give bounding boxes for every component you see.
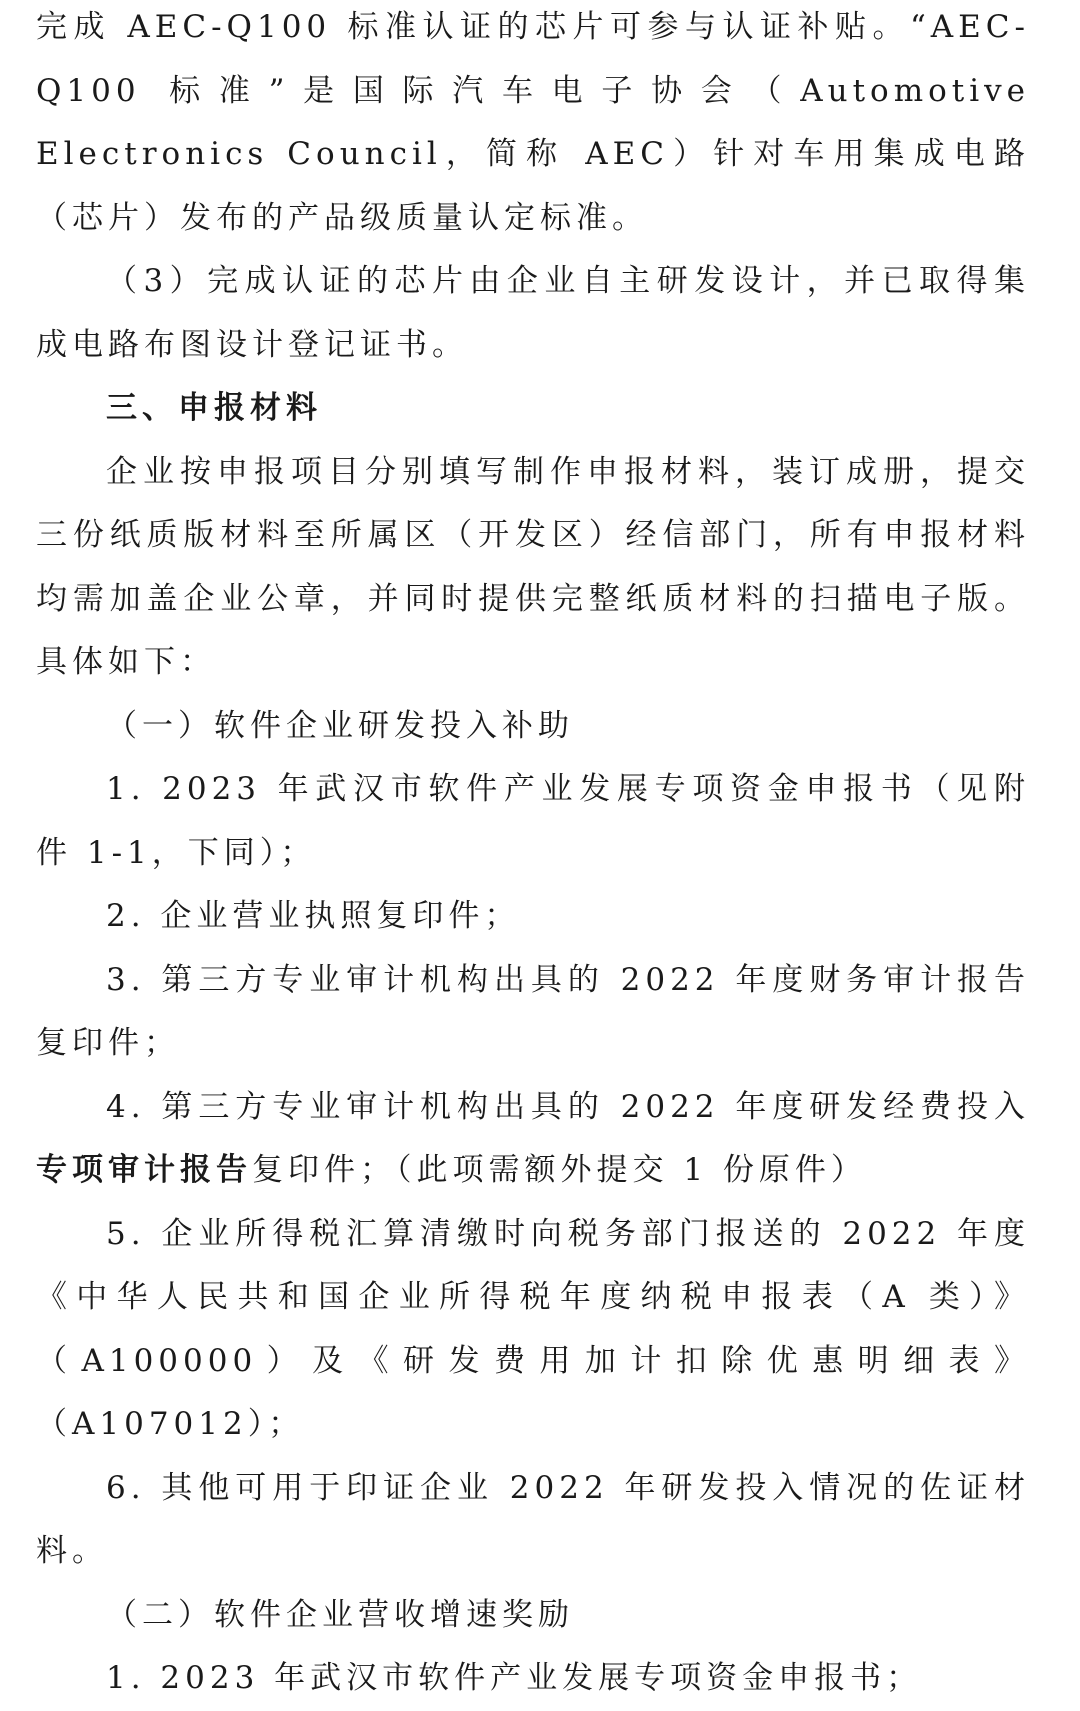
list-item-financial-audit: 3. 第三方专业审计机构出具的 2022 年度财务审计报告复印件； — [36, 961, 1030, 1061]
list-item-business-license: 2. 企业营业执照复印件； — [106, 898, 521, 934]
paragraph-aec-standard: 完成 AEC-Q100 标准认证的芯片可参与认证补贴。“AEC-Q100 标准”是国际汽车电子协会（Automotive Electronics Council，简称 AEC）针对车用集成电路（芯片）发布的产品级质量认定标准。 — [36, 9, 1030, 236]
section-title-application-materials: 三、申报材料 — [106, 390, 322, 426]
list-item-supporting-evidence: 6. 其他可用于印证企业 2022 年研发投入情况的佐证材料。 — [36, 1469, 1030, 1569]
list-item-rd-audit-pre: 4. 第三方专业审计机构出具的 2022 年度研发经费投入 — [106, 1088, 1030, 1125]
list-item-application-form-2: 1. 2023 年武汉市软件产业发展专项资金申报书； — [106, 1660, 923, 1696]
list-item-tax-forms: 5. 企业所得税汇算清缴时向税务部门报送的 2022 年度《中华人民共和国企业所得税年度纳税申报表（A 类）》（A100000）及《研发费用加计扣除优惠明细表》（A107012）； — [36, 1215, 1030, 1442]
list-item-rd-audit-post: 复印件；（此项需额外提交 1 份原件） — [252, 1152, 867, 1188]
list-item-rd-audit — [36, 1076, 1030, 1203]
list-item-application-form: 1. 2023 年武汉市软件产业发展专项资金申报书（见附件 1-1，下同）； — [36, 771, 1030, 871]
subsection-title-rd-subsidy: （一）软件企业研发投入补助 — [106, 707, 574, 744]
subsection-title-revenue-growth-reward: （二）软件企业营收增速奖励 — [106, 1596, 574, 1633]
paragraph-materials-intro: 企业按申报项目分别填写制作申报材料，装订成册，提交三份纸质版材料至所属区（开发区）经信部门，所有申报材料均需加盖企业公章，并同时提供完整纸质材料的扫描电子版。具体如下： — [36, 453, 1030, 680]
paragraph-chip-certification: （3）完成认证的芯片由企业自主研发设计，并已取得集成电路布图设计登记证书。 — [36, 263, 1030, 363]
list-item-rd-audit-bold: 专项审计报告 — [36, 1152, 252, 1188]
